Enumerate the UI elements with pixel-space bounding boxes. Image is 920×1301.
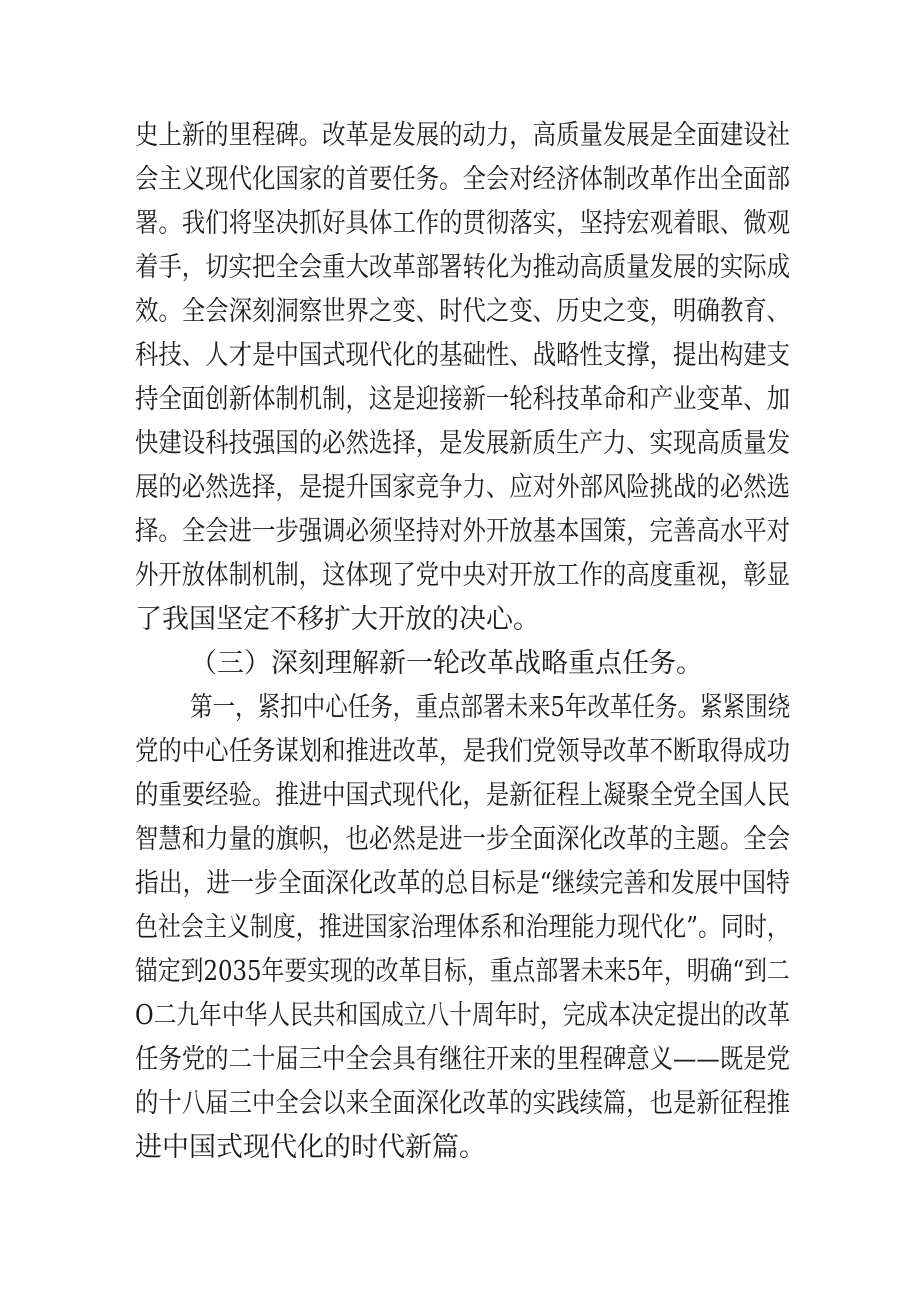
body-line-17: 智慧和力量的旗帜，也必然是进一步全面深化改革的主题。全会 xyxy=(135,824,790,855)
section-heading: （三）深刻理解新一轮改革战略重点任务。 xyxy=(190,648,703,679)
body-line-24: 进中国式现代化的时代新篇。 xyxy=(135,1132,486,1163)
body-line-21: O二九年中华人民共和国成立八十周年时，完成本决定提出的改革 xyxy=(135,1000,791,1031)
body-line-10: 择。全会进一步强调必须坚持对外开放基本国策，完善高水平对 xyxy=(135,516,790,547)
body-line-19: 色社会主义制度，推进国家治理体系和治理能力现代化”。同时， xyxy=(135,912,790,943)
body-line-18: 指出，进一步全面深化改革的总目标是“继续完善和发展中国特 xyxy=(135,868,790,899)
body-line-9: 展的必然选择，是提升国家竞争力、应对外部风险挑战的必然选 xyxy=(135,472,790,503)
body-line-1: 史上新的里程碑。改革是发展的动力，高质量发展是全面建设社 xyxy=(135,120,790,151)
body-line-3: 署。我们将坚决抓好具体工作的贯彻落实，坚持宏观着眼、微观 xyxy=(135,208,790,239)
body-line-12: 了我国坚定不移扩大开放的决心。 xyxy=(135,604,540,635)
body-line-11: 外开放体制机制，这体现了党中央对开放工作的高度重视，彰显 xyxy=(135,560,790,591)
body-line-8: 快建设科技强国的必然选择，是发展新质生产力、实现高质量发 xyxy=(135,428,790,459)
body-line-23: 的十八届三中全会以来全面深化改革的实践续篇，也是新征程推 xyxy=(135,1088,790,1119)
paragraph-first-line: 第一，紧扣中心任务，重点部署未来5年改革任务。紧紧围绕 xyxy=(190,692,791,723)
body-line-7: 持全面创新体制机制，这是迎接新一轮科技革命和产业变革、加 xyxy=(135,384,790,415)
body-line-16: 的重要经验。推进中国式现代化，是新征程上凝聚全党全国人民 xyxy=(135,780,790,811)
body-line-4: 着手，切实把全会重大改革部署转化为推动高质量发展的实际成 xyxy=(135,252,790,283)
body-line-6: 科技、人才是中国式现代化的基础性、战略性支撑，提出构建支 xyxy=(135,340,790,371)
body-line-15: 党的中心任务谋划和推进改革，是我们党领导改革不断取得成功 xyxy=(135,736,790,767)
body-line-20: 锚定到2035年要实现的改革目标，重点部署未来5年，明确“到二 xyxy=(135,956,790,987)
body-line-22: 任务党的二十届三中全会具有继往开来的里程碑意义——既是党 xyxy=(135,1044,790,1075)
body-line-5: 效。全会深刻洞察世界之变、时代之变、历史之变，明确教育、 xyxy=(135,296,790,327)
body-line-2: 会主义现代化国家的首要任务。全会对经济体制改革作出全面部 xyxy=(135,164,790,195)
